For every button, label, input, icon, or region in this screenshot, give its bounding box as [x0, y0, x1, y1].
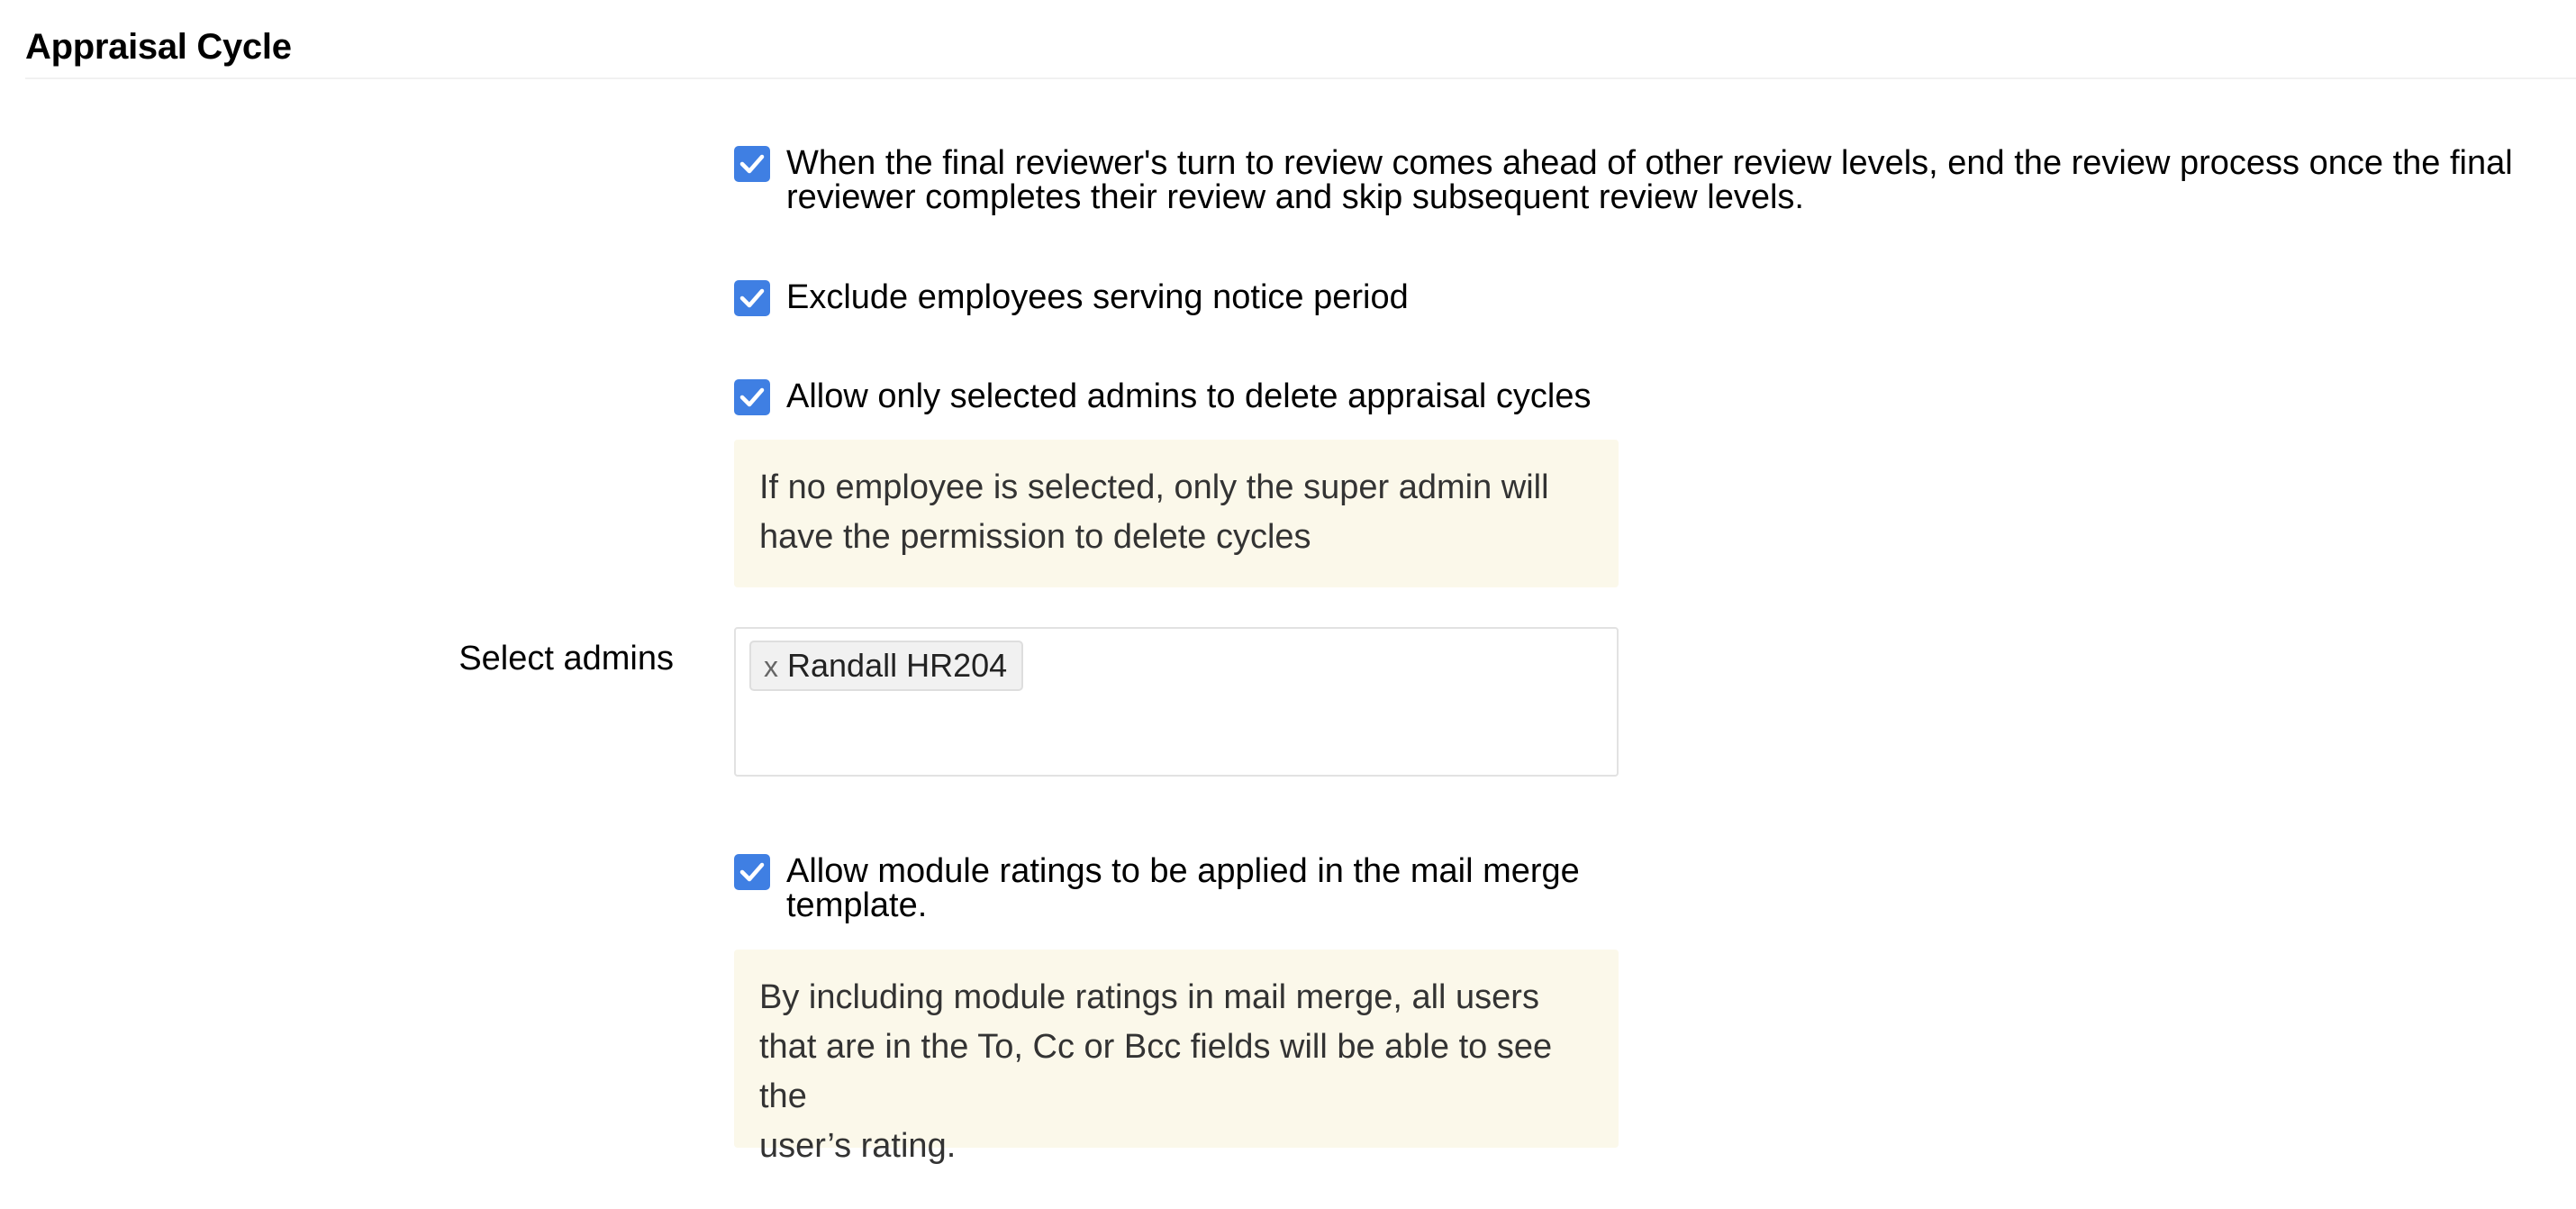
mail-merge-note-line2: that are in the To, Cc or Bcc fields will be able to see the: [759, 1028, 1553, 1115]
checkmark-icon: [739, 287, 765, 309]
mail-merge-label-line2: template.: [786, 886, 928, 924]
exclude-notice-option: [734, 280, 1409, 316]
delete-cycles-option: [734, 379, 1591, 415]
select-admins-input[interactable]: [734, 627, 1619, 777]
exclude-notice-label: Exclude employees serving notice period: [786, 278, 1409, 316]
mail-merge-label: [786, 854, 1580, 923]
selected-admin-name: Randall HR204: [787, 647, 1008, 684]
delete-admins-note-line1: If no employee is selected, only the super admin will: [759, 468, 1549, 506]
mail-merge-label-line1: Allow module ratings to be applied in the mail merge: [786, 852, 1580, 890]
checkmark-icon: [739, 861, 765, 883]
mail-merge-checkbox[interactable]: [734, 854, 770, 890]
delete-admins-note: [734, 440, 1619, 587]
close-icon[interactable]: x: [764, 650, 778, 683]
delete-cycles-label: Allow only selected admins to delete appraisal cycles: [786, 377, 1592, 415]
mail-merge-note: [734, 950, 1619, 1165]
selected-admin-chip: [749, 641, 1023, 691]
mail-merge-note-line3: user’s rating.: [759, 1127, 957, 1165]
final-reviewer-label: [786, 146, 2513, 214]
mail-merge-option: [734, 854, 1580, 923]
mail-merge-note-line1: By including module ratings in mail merge, all users: [759, 978, 1539, 1016]
checkmark-icon: [739, 153, 765, 175]
page-title: Appraisal Cycle: [25, 27, 292, 67]
final-reviewer-option: [734, 146, 2513, 214]
exclude-notice-checkbox[interactable]: [734, 280, 770, 316]
final-reviewer-label-line1: When the final reviewer's turn to review comes ahead of other review levels, end the review process once the final: [786, 144, 2513, 182]
section-header: [25, 22, 2576, 79]
delete-cycles-checkbox[interactable]: [734, 379, 770, 415]
final-reviewer-label-line2: reviewer completes their review and skip subsequent review levels.: [786, 178, 1804, 216]
checkmark-icon: [739, 386, 765, 408]
final-reviewer-checkbox[interactable]: [734, 146, 770, 182]
select-admins-label: Select admins: [458, 640, 674, 677]
delete-admins-note-line2: have the permission to delete cycles: [759, 518, 1311, 556]
